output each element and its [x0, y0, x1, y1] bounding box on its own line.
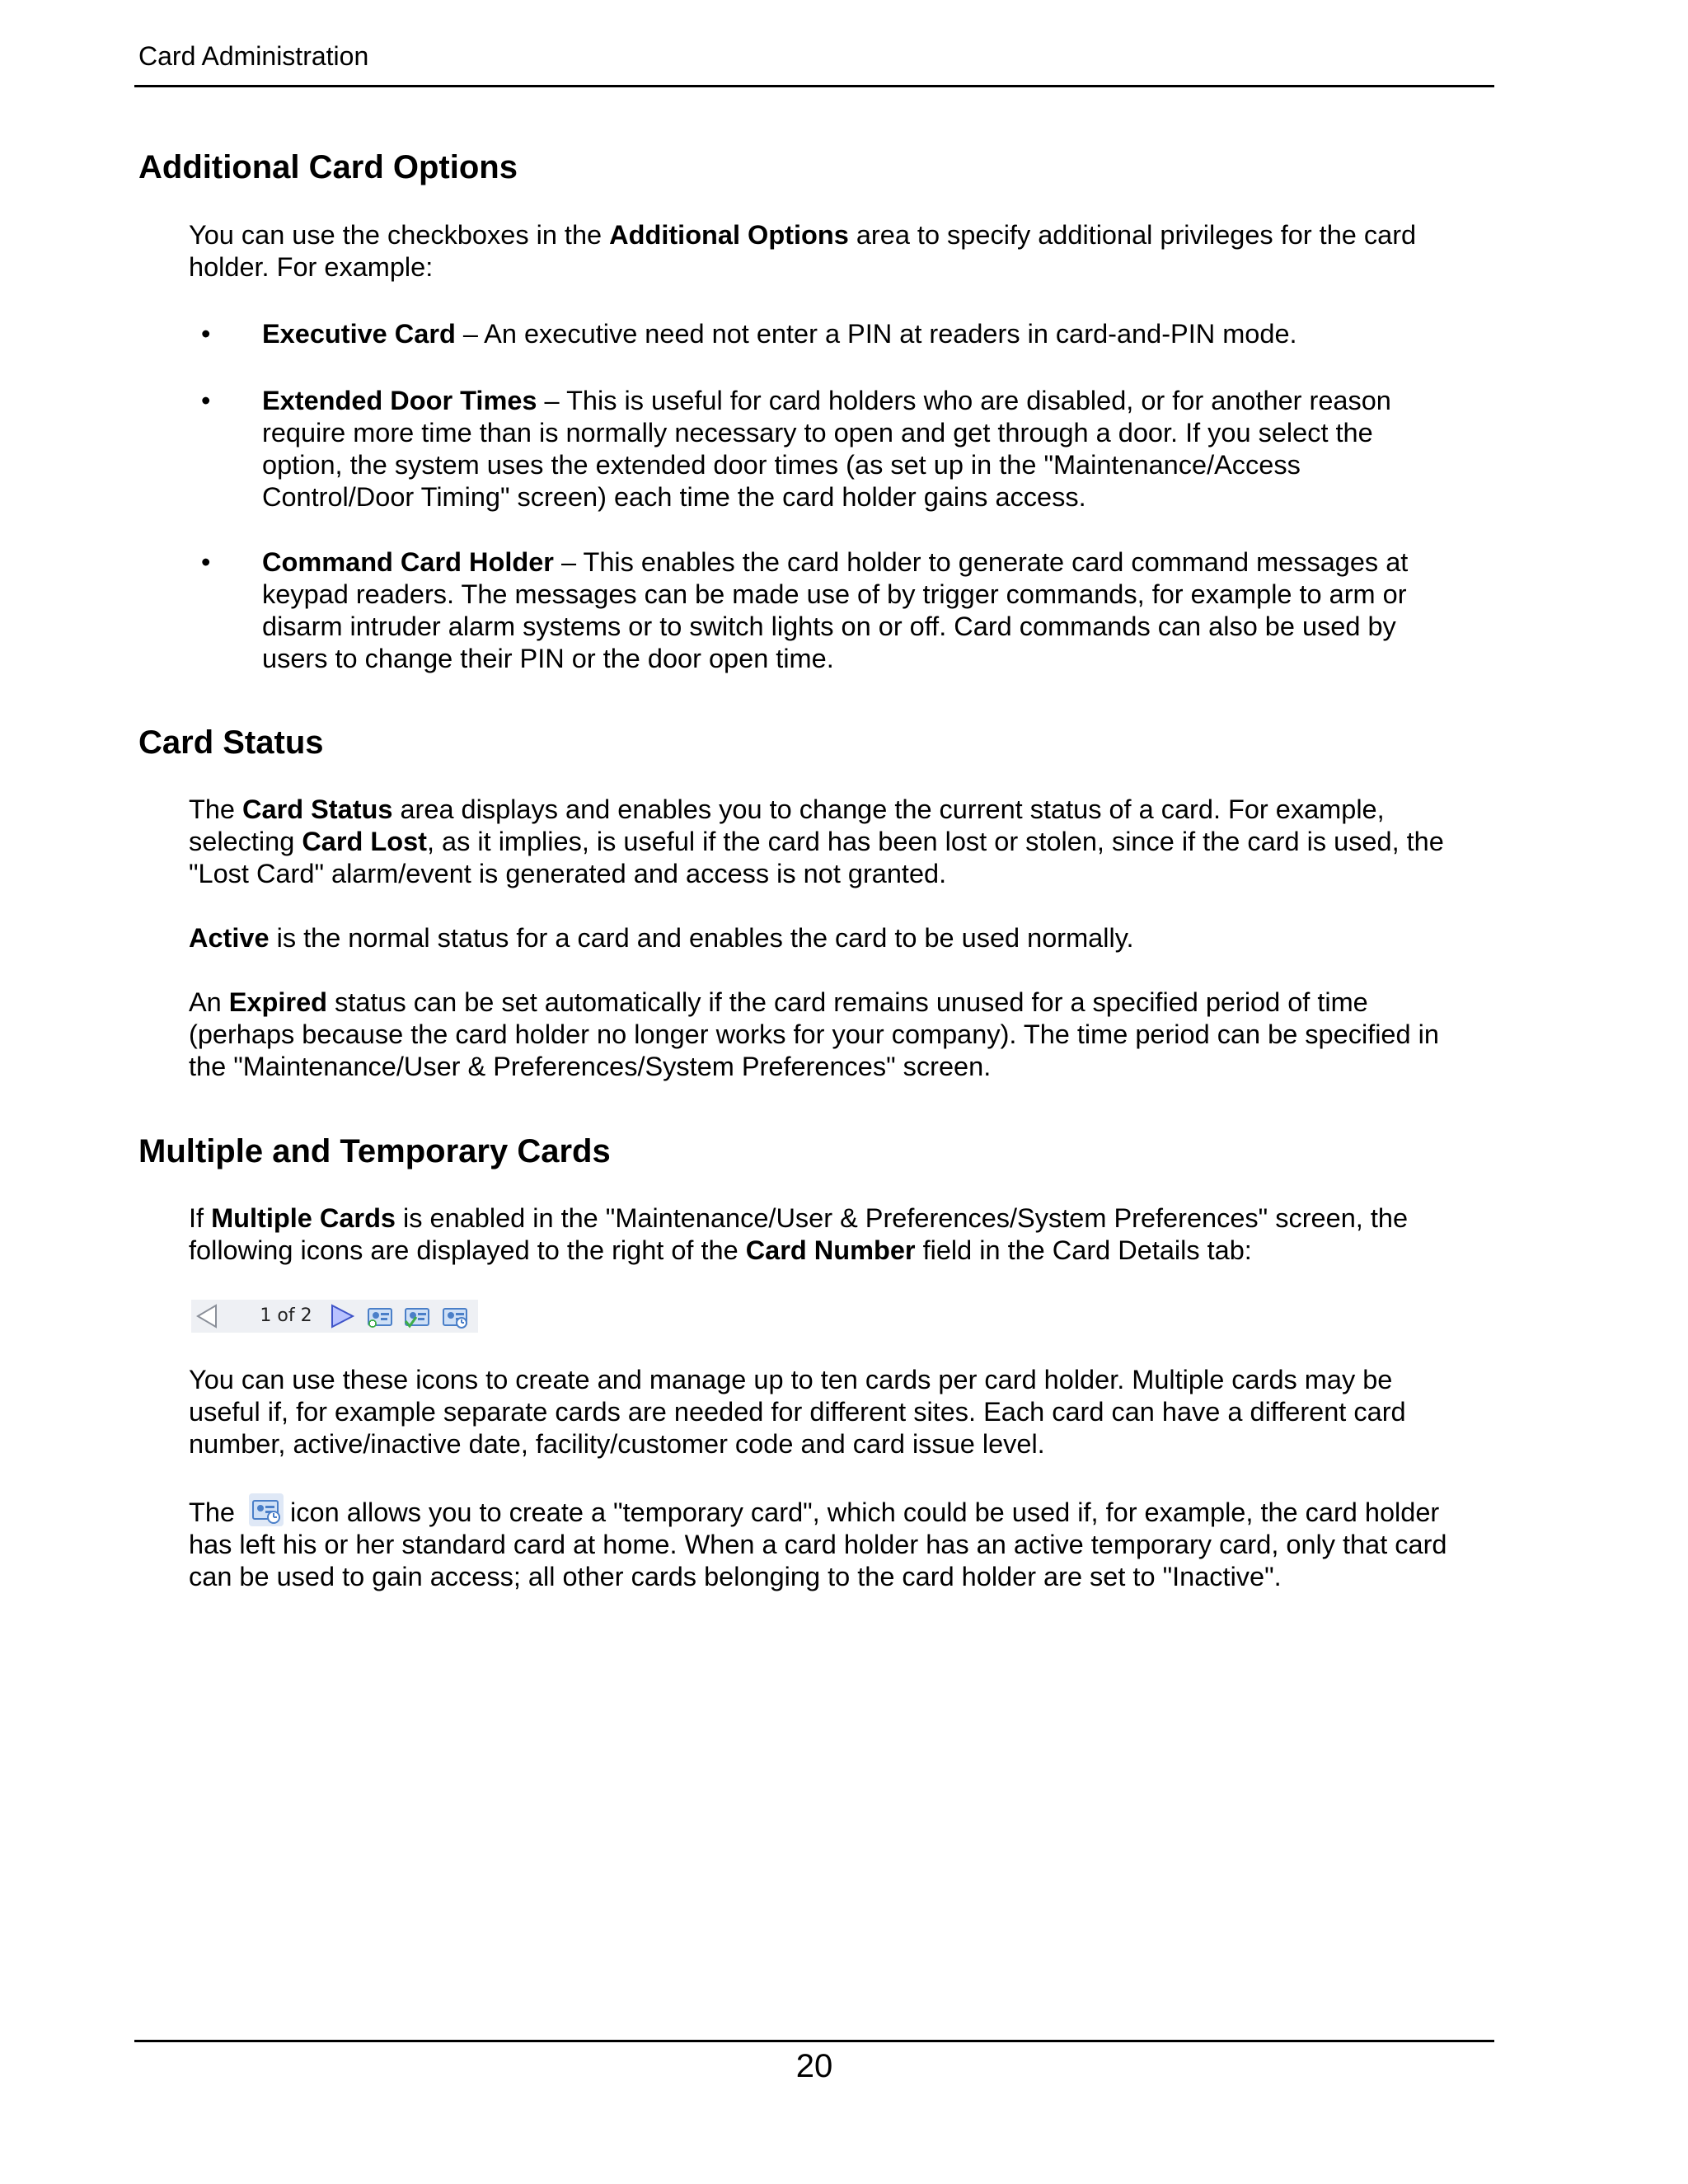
bold-term: Expired: [228, 987, 328, 1017]
additional-options-intro: You can use the checkboxes in the Additional Options area to specify additional privileges for the card holder. For example:: [189, 220, 1417, 282]
next-arrow-icon[interactable]: [328, 1303, 356, 1329]
heading-additional-card-options: Additional Card Options: [138, 149, 518, 185]
running-header: Card Administration: [138, 41, 369, 71]
heading-card-status: Card Status: [138, 724, 324, 761]
bullet-icon: •: [201, 547, 211, 577]
bold-term: Card Lost: [302, 827, 427, 856]
bold-term: Executive Card: [262, 319, 456, 349]
edit-card-icon[interactable]: [403, 1303, 433, 1329]
temporary-card-icon[interactable]: [441, 1303, 471, 1329]
document-page: Card Administration Additional Card Options You can use the checkboxes in the Additional Options area to specify additional privileges for the card holder. For example: • Executive Card – An executive need not enter a PIN at readers in card-and-PIN mode. • Extended Door Times – This is useful for card holders who are disabled, or for another reason require more time than is normally necessary to open and get through a door. If you select the option, the system uses the extended door times (as set up in the "Maintenance/Access Control/Door Timing" screen) each time the card holder gains access. • Command Card Holder – This enables the card holder to generate card command messages at keypad readers. The messages can be made use of by trigger commands, for example to arm or disarm intruder alarm systems or to switch lights on or off. Card commands can also be used by users to change their PIN or the door open time. Card Status The Card Status area displays and enables you to change the current status of a card. For example, selecting Card Lost, as it implies, is useful if the card has been lost or stolen, since if the card is used, the "Lost Card" alarm/event is generated and access is not granted. Active is the normal status for a card and enables the card to be used normally. An Expired status can be set automatically if the card remains unused for a specified period of time (perhaps because the card holder no longer works for your company). The time period can be specified in the "Maintenance/User & Preferences/System Preferences" screen. Multiple and Temporary Cards If Multiple Cards is enabled in the "Maintenance/User & Preferences/System Preferences" screen, the following icons are displayed to the right of the Card Number field in the Card Details tab: 1 of 2 You can use these icons to create and manage up to ten cards per card holder. Multiple cards may be useful if, for example separate cards are needed for different sites. Each card can have a different card number, active/inactive date, facility/customer code and card issue level. The icon allows you to create a "temporary card", which could be used if, for example, the card holder has left his or her standard card at home. When a card holder has an active temporary card, only that card can be used to gain access; all other cards belonging to the card holder are set to "Inactive". 20: [0, 0, 1688, 2184]
bullet-icon: •: [201, 386, 211, 415]
bold-term: Card Status: [242, 794, 393, 824]
bullet-icon: •: [201, 319, 211, 349]
prev-arrow-icon[interactable]: [195, 1303, 219, 1329]
bold-term: Extended Door Times: [262, 386, 537, 415]
bold-term: Active: [189, 923, 270, 953]
card-status-paragraph-1: The Card Status area displays and enables you to change the current status of a card. For example, selecting Card Lost, as it implies, is useful if the card has been lost or stolen, since if the card is used, the "Lost Card" alarm/event is generated and access is not granted.: [189, 794, 1444, 888]
card-status-paragraph-3: An Expired status can be set automatically if the card remains unused for a specified period of time (perhaps because the card holder no longer works for your company). The time period can be specified in the "Maintenance/User & Preferences/System Preferences" screen.: [189, 987, 1439, 1081]
bold-term: Additional Options: [609, 220, 849, 250]
multiple-cards-icon-strip: [191, 1300, 478, 1333]
multiple-cards-paragraph-3: The icon allows you to create a "temporary card", which could be used if, for example, the card holder has left his or her standard card at home. When a card holder has an active temporary card, only that card can be used to gain access; all other cards belonging to the card holder are set to "Inactive".: [189, 1493, 1499, 1593]
footer-divider: [134, 2040, 1494, 2042]
card-page-indicator: 1 of 2: [260, 1305, 312, 1326]
temporary-card-icon: [249, 1493, 284, 1526]
bold-term: Card Number: [745, 1235, 916, 1265]
add-card-icon[interactable]: [366, 1303, 396, 1329]
bold-term: Multiple Cards: [211, 1203, 396, 1233]
multiple-cards-paragraph-1: If Multiple Cards is enabled in the "Maintenance/User & Preferences/System Preferences" screen, the following icons are displayed to the right of the Card Number field in the Card Details tab:: [189, 1203, 1409, 1265]
heading-multiple-temporary-cards: Multiple and Temporary Cards: [138, 1133, 611, 1169]
card-status-paragraph-2: Active is the normal status for a card and enables the card to be used normally.: [189, 923, 1134, 953]
header-divider: [134, 85, 1494, 87]
bold-term: Command Card Holder: [262, 547, 554, 577]
multiple-cards-paragraph-2: You can use these icons to create and manage up to ten cards per card holder. Multiple cards may be useful if, for example separate cards are needed for different sites. Each card can have a different card number, active/inactive date, facility/customer code and card issue level.: [189, 1365, 1406, 1459]
page-number: 20: [795, 2048, 833, 2084]
